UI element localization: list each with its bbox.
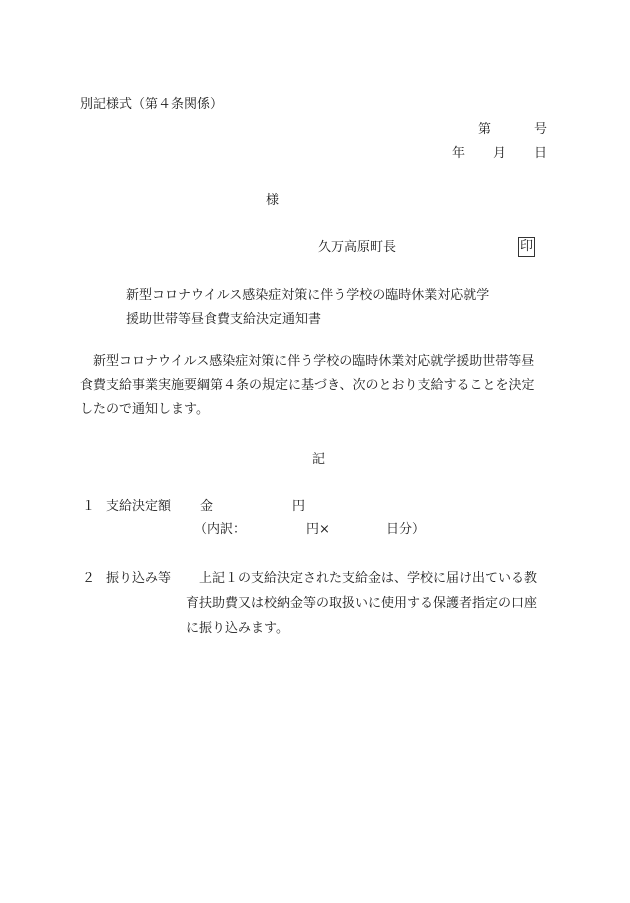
document-title-line-2: 援助世帯等昼食費支給決定通知書: [126, 312, 322, 327]
date-month-label: 月: [493, 146, 507, 161]
item-1-amount-unit: 円: [292, 499, 306, 514]
body-paragraph: [80, 350, 550, 422]
item-1-breakdown-days: 日分）: [386, 522, 426, 537]
ki-heading: 記: [312, 452, 326, 467]
form-label: 別記様式（第４条関係）: [80, 97, 224, 112]
body-line: 新型コロナウイルス感染症対策に伴う学校の臨時休業対応就学援助世帯等昼: [80, 354, 535, 369]
item-2-text-line: 育扶助費又は校納金等の取扱いに使用する保護者指定の口座: [186, 596, 538, 611]
addressee-honorific: 様: [266, 193, 280, 208]
item-2-label: 振り込み等: [106, 571, 172, 586]
item-2-text: [186, 566, 537, 641]
item-2-text-line: 上記１の支給決定された支給金は、学校に届け出ている教: [199, 571, 538, 586]
item-1-breakdown-open: （内訳：: [194, 522, 247, 537]
item-1-breakdown-yen: 円×: [306, 522, 330, 537]
item-1-amount-prefix: 金: [200, 499, 214, 514]
body-line: 食費支給事業実施要綱第４条の規定に基づき、次のとおり支給することを決定: [80, 378, 535, 393]
item-1-label: 支給決定額: [106, 499, 172, 514]
seal-box: 印: [518, 237, 535, 257]
document-number-prefix: 第: [478, 122, 492, 137]
date-day-label: 日: [534, 146, 548, 161]
item-2-number: ２: [82, 571, 96, 586]
date-year-label: 年: [452, 146, 466, 161]
document-number-suffix: 号: [534, 122, 548, 137]
document-title-line-1: 新型コロナウイルス感染症対策に伴う学校の臨時休業対応就学: [126, 288, 490, 303]
body-line: したので通知します。: [80, 402, 209, 417]
issuer-name: 久万高原町長: [318, 240, 397, 255]
item-1-number: １: [82, 499, 96, 514]
item-2-text-line: に振り込みます。: [186, 621, 289, 636]
